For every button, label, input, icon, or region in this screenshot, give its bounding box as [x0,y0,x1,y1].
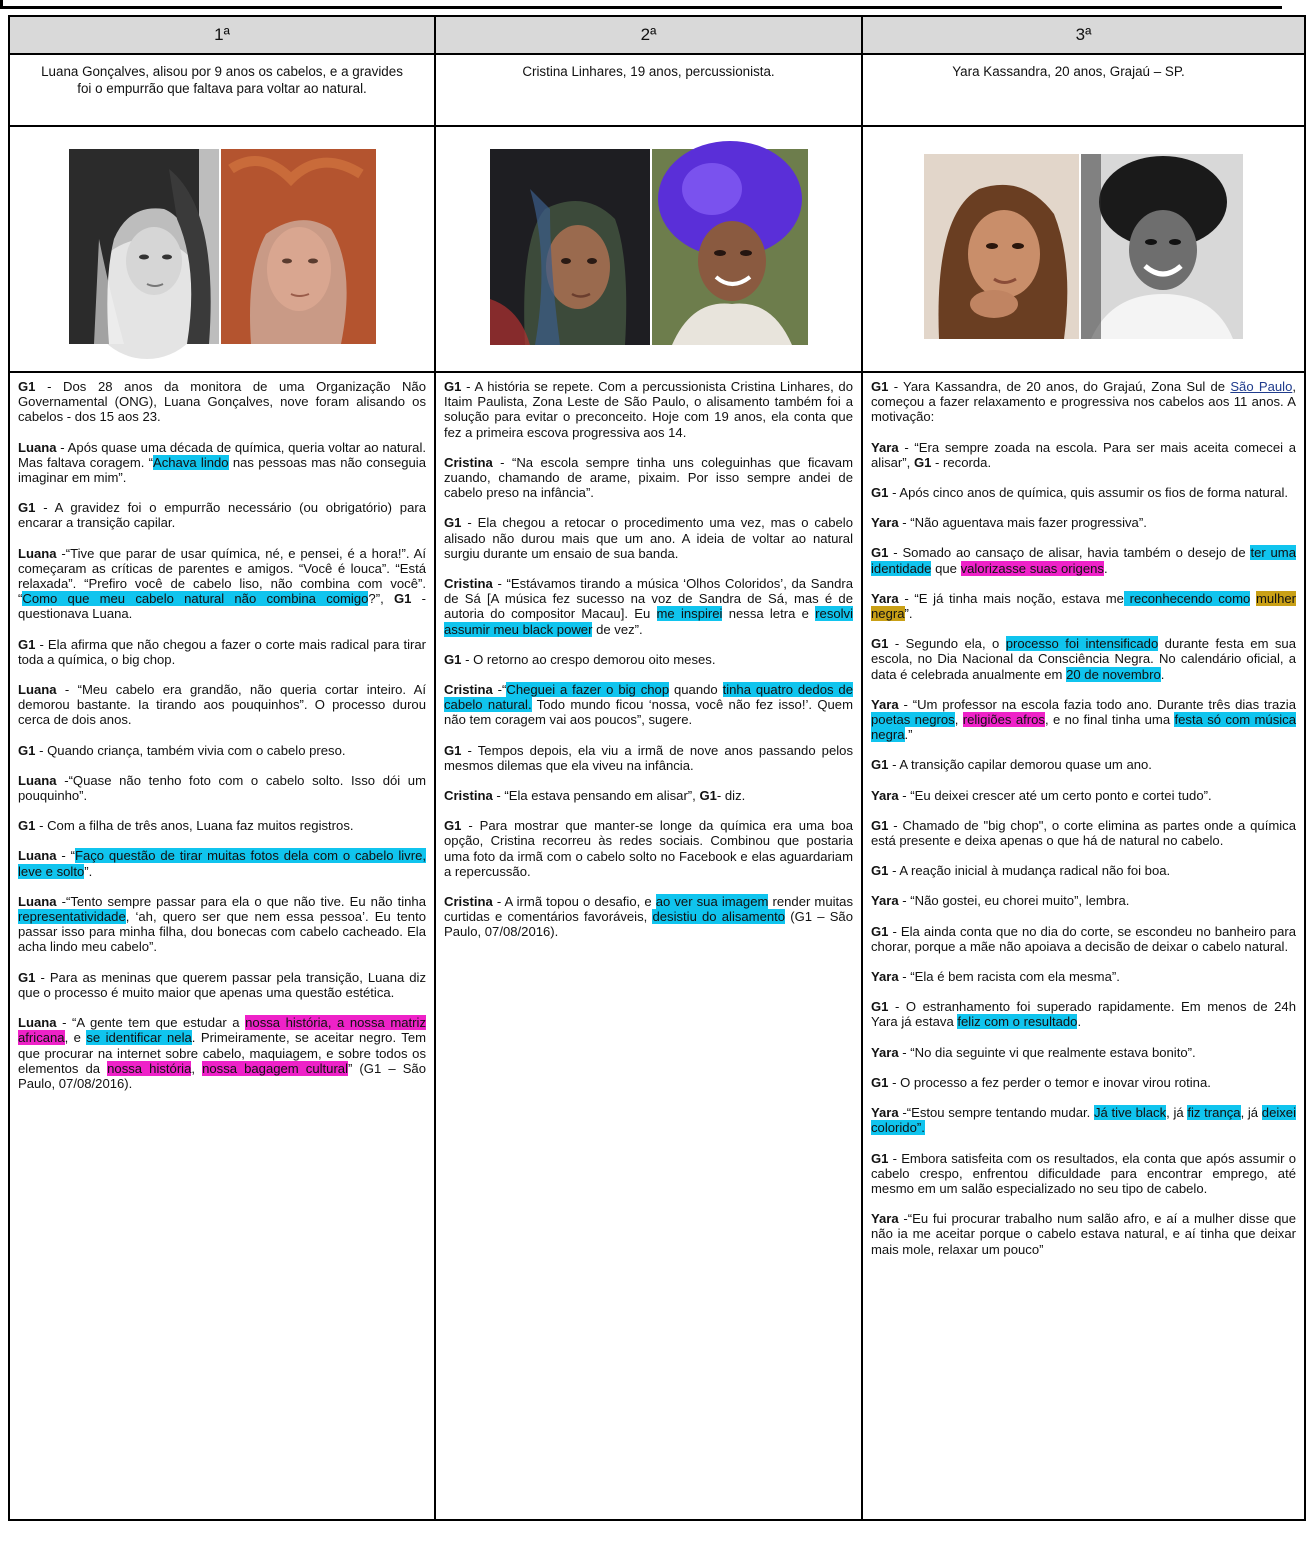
paragraph [444,743,853,773]
speaker-label: G1 [871,485,889,501]
cristina-before-photo [490,149,650,345]
header-cell-3: 3ª [862,16,1305,54]
speaker-label: G1 [18,636,36,652]
paragraph [18,440,426,486]
text-run: . [1077,1014,1082,1030]
text-run: de vez”. [592,621,643,637]
subtitle-cristina: Cristina Linhares, 19 anos, percussionista. [435,54,862,126]
luana-paragraphs [18,379,426,1091]
text-run: -“Quase não tenho foto com o cabelo solto. Isso dói um pouquinho”. [18,772,426,804]
text-run: - Após quase uma década de química, queria voltar ao natural. Mas faltava coragem. “ [18,439,426,470]
paragraph [18,637,426,667]
paragraph [18,546,426,622]
speaker-label: Cristina [444,682,493,698]
highlight-cyan: processo foi intensificado [1005,636,1159,652]
text-run: . [1103,560,1108,576]
highlight-magenta: valorizasse suas origens [960,560,1104,576]
paragraph [444,455,853,501]
text-run: , [954,712,963,728]
paragraph [871,1151,1296,1197]
header-cell-2: 2ª [435,16,862,54]
paragraph [18,848,426,878]
header-row [9,16,1305,54]
paragraph [444,818,853,879]
paragraph [871,788,1296,803]
subtitle-row [9,54,1305,126]
speaker-label: G1 [18,742,36,758]
text-run: - Embora satisfeita com os resultados, ela conta que após assumir o cabelo crespo, enfrentou dificuldade para encontrar emprego, até mesmo em um salão especializado no seu tipo de cabelo. [871,1150,1296,1196]
speaker-label: Yara [871,1044,899,1060]
top-border [0,0,1282,9]
luana-before-photo [69,149,219,344]
highlight-cyan: ao ver sua imagem [655,894,769,910]
paragraph [18,818,426,833]
text-run: - Chamado de "big chop", o corte elimina as partes onde a química está presente e deixa apenas o que há de natural no cabelo. [871,817,1296,849]
yara-after-photo [1081,154,1243,339]
text-run: - “Ela é bem racista com ela mesma”. [898,969,1120,985]
text-run: - questionava Luana. [18,591,426,622]
paragraph [18,743,426,758]
speaker-label: Yara [871,439,899,455]
paragraph [871,545,1296,575]
text-run: - “Ela estava pensando em alisar”, [492,788,700,804]
paragraph [444,682,853,728]
speaker-label: G1 [393,591,412,607]
luana-after-photo [221,149,376,344]
highlight-cyan: 20 de novembro [1066,666,1161,682]
speaker-label: G1 [444,742,462,758]
paragraph [18,894,426,955]
highlight-cyan: se identificar nela [86,1030,192,1046]
text-run: durante festa em sua escola, no Dia Nacional da Consciência Negra. No calendário oficial, a data é celebrada anualmente em [871,636,1296,682]
highlight-magenta: nossa bagagem cultural [202,1060,348,1076]
paragraph [18,682,426,728]
paragraph [871,1045,1296,1060]
text-run: , já [1240,1105,1262,1121]
highlight-cyan: tinha quatro dedos de cabelo natural. [444,682,853,713]
cristina-paragraphs [444,379,853,940]
speaker-label: Luana [18,893,57,909]
text-run: (G1 – São Paulo, 07/08/2016). [444,909,853,940]
text-run: -“Estou sempre tentando mudar. [898,1105,1094,1121]
paragraph [871,999,1296,1029]
text-run: - Com a filha de três anos, Luana faz muitos registros. [35,818,354,834]
speaker-label: G1 [444,818,462,834]
paragraph [871,757,1296,772]
speaker-label: G1 [871,923,889,939]
paragraph [871,591,1296,621]
text-run: nessa letra e [722,606,816,622]
text-run: - A história se repete. Com a percussionista Cristina Linhares, do Itaim Paulista, Zona Leste de São Paulo, o alisamento também foi a solução para evitar o preconceito. Hoje com 19 anos, ela conta que fez a primeira escova progressiva aos 14. [444,379,853,440]
text-run: - “Um professor na escola fazia todo ano. Durante três dias trazia [898,696,1296,712]
text-run: - Ela afirma que não chegou a fazer o corte mais radical para tirar toda a química, o big chop. [18,636,426,667]
paragraph [871,515,1296,530]
speaker-label: Cristina [444,894,493,910]
speaker-label: Luana [18,772,57,788]
highlight-magenta: religiões afros [962,712,1045,728]
text-run: - Ela chegou a retocar o procedimento uma vez, mas o cabelo alisado não durou mais que um ano. A ideia de voltar ao natural surgiu durante um ensaio de sua banda. [444,515,853,561]
highlight-cyan: me inspirei [656,606,723,622]
text-run: - O estranhamento foi superado rapidamente. Em menos de 24h Yara já estava [871,999,1296,1030]
speaker-label: G1 [871,1074,889,1090]
text-run: , e no final tinha uma [1044,712,1175,728]
speaker-label: G1 [18,818,36,834]
paragraph [871,818,1296,848]
text-run: ” (G1 – São Paulo, 07/08/2016). [18,1060,426,1091]
highlight-cyan: fiz trança [1187,1105,1241,1121]
speaker-label: G1 [913,454,932,470]
header-cell-1: 1ª [9,16,435,54]
text-run: ?”, [368,591,394,607]
comparison-table [8,15,1298,1555]
paragraph [18,1015,426,1091]
speaker-label: Yara [871,696,899,712]
paragraph [444,894,853,940]
text-run: , já [1166,1105,1188,1121]
text-run: - Quando criança, também vivia com o cabelo preso. [35,742,346,758]
text-run: - O processo a fez perder o temor e inovar virou rotina. [888,1074,1211,1090]
yara-paragraphs [871,379,1296,1257]
text-run: - “Não gostei, eu chorei muito”, lembra. [898,893,1130,909]
highlight-cyan: representatividade [18,909,126,925]
body-row [9,372,1305,1520]
highlight-cyan: Como que meu cabelo natural não combina comigo [22,591,369,607]
speaker-label: Yara [871,1211,899,1227]
speaker-label: Luana [18,848,57,864]
highlight-cyan: Achava lindo [153,454,229,470]
text-run: -“Tive que parar de usar química, né, e pensei, é a hora!”. Aí começaram as críticas de parentes e amigos. “Você é louca”. “Está relaxada”. “Prefiro você de cabelo liso, não combina com você”. “ [18,545,426,607]
speaker-label: Cristina [444,788,493,804]
photo-row [9,126,1305,372]
highlight-cyan: feliz com o resultado [957,1014,1078,1030]
text-run: , começou a fazer relaxamento e progressiva nos cabelos aos 11 anos. A motivação: [871,379,1296,425]
text-run: render muitas curtidas e comentários favoráveis, [444,894,853,925]
speaker-label: Cristina [444,454,493,470]
paragraph [18,379,426,425]
text-run: - “Não aguentava mais fazer progressiva”. [898,515,1147,531]
speaker-label: G1 [699,788,717,804]
photo-cell-cristina [435,126,862,372]
speaker-label: Yara [871,893,899,909]
text-run: - Para as meninas que querem passar pela transição, Luana diz que o processo é muito maior que apenas uma questão estética. [18,969,426,1000]
highlight-magenta: nossa história [107,1060,192,1076]
highlight-cyan: desistiu do alisamento [652,909,786,925]
speaker-label: G1 [18,379,36,394]
speaker-label: G1 [871,1150,889,1166]
text-run: , e [64,1030,87,1046]
text-run: - Após cinco anos de química, quis assumir os fios de forma natural. [888,485,1289,501]
highlight-gold: mulher negra [871,590,1297,622]
speaker-label: G1 [444,651,462,667]
paragraph [871,1211,1296,1257]
text-run: - “E já tinha mais noção, estava me [898,590,1124,606]
text-run: que [931,560,961,576]
text-run: - Somado ao cansaço de alisar, havia também o desejo de [888,545,1251,561]
paragraph [871,969,1296,984]
yara-before-photo [924,154,1079,339]
text-run: - Tempos depois, ela viu a irmã de nove anos passando pelos mesmos dilemas que ela viveu na infância. [444,742,853,773]
text-run: - “No dia seguinte vi que realmente estava bonito”. [898,1044,1196,1060]
text-run: , [191,1060,203,1076]
text-run: Todo mundo ficou ‘nossa, você não fez isso!’. Quem não tem coragem vai aos poucos”, sugere. [444,697,853,728]
text-run: ”. [904,606,913,622]
text-run: - “ [56,848,75,864]
highlight-cyan: festa só com música negra [871,712,1296,743]
paragraph [871,1075,1296,1090]
speaker-label: Luana [18,545,57,561]
text-run: -“Tento sempre passar para ela o que não tive. Eu não tinha [56,893,426,909]
text-run: - A transição capilar demorou quase um ano. [888,757,1152,773]
highlight-magenta: nossa história, a nossa matriz africana [18,1015,426,1046]
text-run: quando [669,682,723,698]
speaker-label: G1 [871,817,889,833]
highlight-cyan: Faço questão de tirar muitas fotos dela com o cabelo livre, leve e solto [18,848,427,879]
text-column-cristina [435,372,862,1520]
speaker-label: G1 [18,969,36,985]
paragraph [444,515,853,561]
speaker-label: Yara [871,515,899,531]
text-run: - A reação inicial à mudança radical não foi boa. [888,863,1171,879]
text-run: , ‘ah, quero ser que nem essa pessoa’. Eu tento passar isso para minha filha, dou bonecas com cabelo cacheado. Ela acha lindo meu cabelo”. [18,909,426,955]
text-run: - Para mostrar que manter-se longe da química era uma boa opção, Cristina recorreu às redes sociais. Combinou que postaria uma foto da irmã com o cabelo solto no Facebook e elas aguardariam a repercussão. [444,818,853,879]
highlight-cyan: ter uma identidade [871,545,1296,576]
text-run: -“ [492,682,507,698]
text-run: - diz. [716,788,746,804]
highlight-cyan: reconhecendo como [1123,590,1251,606]
text-run: - Ela ainda conta que no dia do corte, se escondeu no banheiro para chorar, porque a mãe não apoiava a decisão de deixar o cabelo natural. [871,923,1296,954]
paragraph [871,863,1296,878]
speaker-label: Luana [18,682,57,698]
text-run: - Dos 28 anos da monitora de uma Organização Não Governamental (ONG), Luana Gonçalves, nove foram alisando os cabelos - dos 15 aos 23. [18,379,426,425]
speaker-label: G1 [444,515,462,531]
text-run: - “Meu cabelo era grandão, não queria cortar inteiro. Aí demorou bastante. Ia tirando aos pouquinhos”. O processo durou cerca de dois anos. [18,682,426,728]
paragraph [871,893,1296,908]
paragraph [18,970,426,1000]
paragraph [18,773,426,803]
text-run: - “Eu deixei crescer até um certo ponto e cortei tudo”. [898,787,1212,803]
speaker-label: Yara [871,1105,899,1121]
text-run: - recorda. [931,454,992,470]
text-run: - “Na escola sempre tinha uns coleguinhas que ficavam zuando, chamando de arame, pixaim. Por isso sempre andei de cabelo preso na infância”. [444,454,853,501]
speaker-label: Luana [18,439,57,455]
text-run: - A irmã topou o desafio, e [492,894,656,910]
highlight-cyan: deixei colorido”. [871,1105,1296,1136]
text-run: - A gravidez foi o empurrão necessário (ou obrigatório) para encarar a transição capilar. [18,500,426,531]
text-column-luana [9,372,435,1520]
highlight-cyan: resolvi assumir meu black power [444,606,854,637]
paragraph [871,636,1296,682]
text-run: - O retorno ao crespo demorou oito meses. [461,651,716,667]
subtitle-yara: Yara Kassandra, 20 anos, Grajaú – SP. [862,54,1305,126]
paragraph [871,1105,1296,1135]
text-run: - Yara Kassandra, de 20 anos, do Grajaú, Zona Sul de [888,379,1231,394]
highlight-cyan: Já tive black [1094,1105,1167,1121]
highlight-cyan: Cheguei a fazer o big chop [506,682,670,698]
photo-cell-yara [862,126,1305,372]
text-run: - “A gente tem que estudar a [56,1015,246,1031]
speaker-label: G1 [871,545,889,561]
speaker-label: Yara [871,969,899,985]
paragraph [444,576,853,637]
text-run: nas pessoas mas não conseguia imaginar em mim”. [18,454,426,486]
paragraph [871,485,1296,500]
text-run: . [1160,666,1165,682]
highlight-cyan: poetas negros [871,712,955,728]
text-run: - “Era sempre zoada na escola. Para ser mais aceita comecei a alisar”, [871,439,1296,470]
text-run: - “Estávamos tirando a música ‘Olhos Coloridos’, da Sandra de Sá [A música fez sucesso na voz de Sandra de Sá, mas é de autoria do compositor Macau]. Eu [444,576,853,622]
speaker-label: G1 [871,999,889,1015]
subtitle-luana: Luana Gonçalves, alisou por 9 anos os cabelos, e a gravides foi o empurrão que faltava para voltar ao natural. [9,54,435,126]
paragraph [18,500,426,530]
paragraph [871,440,1296,470]
paragraph [871,924,1296,954]
speaker-label: G1 [871,636,889,652]
text-run: .” [904,727,913,743]
speaker-label: G1 [871,379,889,394]
speaker-label: G1 [871,757,889,773]
cristina-after-photo [652,149,808,345]
paragraph [444,788,853,803]
speaker-label: G1 [18,500,36,516]
speaker-label: Luana [18,1015,57,1031]
speaker-label: G1 [444,379,462,394]
text-column-yara [862,372,1305,1520]
place-link[interactable]: São Paulo [1230,379,1293,394]
speaker-label: Yara [871,590,899,606]
text-run: -“Eu fui procurar trabalho num salão afro, e aí a mulher disse que não ia me aceitar porque o cabelo estava natural, e aí tinha que deixar mais mole, relaxar um pouco” [871,1211,1296,1257]
speaker-label: Cristina [444,576,493,592]
paragraph [871,379,1296,425]
text-run: - Segundo ela, o [888,636,1006,652]
text-run: ”. [84,863,93,879]
photo-cell-luana [9,126,435,372]
paragraph [444,652,853,667]
text-run: . Primeiramente, se aceitar negro. Tem que procurar na internet sobre cabelo, maquiagem, e sobre todos os elementos da [18,1030,427,1076]
speaker-label: G1 [871,863,889,879]
paragraph [444,379,853,440]
speaker-label: Yara [871,787,899,803]
paragraph [871,697,1296,743]
